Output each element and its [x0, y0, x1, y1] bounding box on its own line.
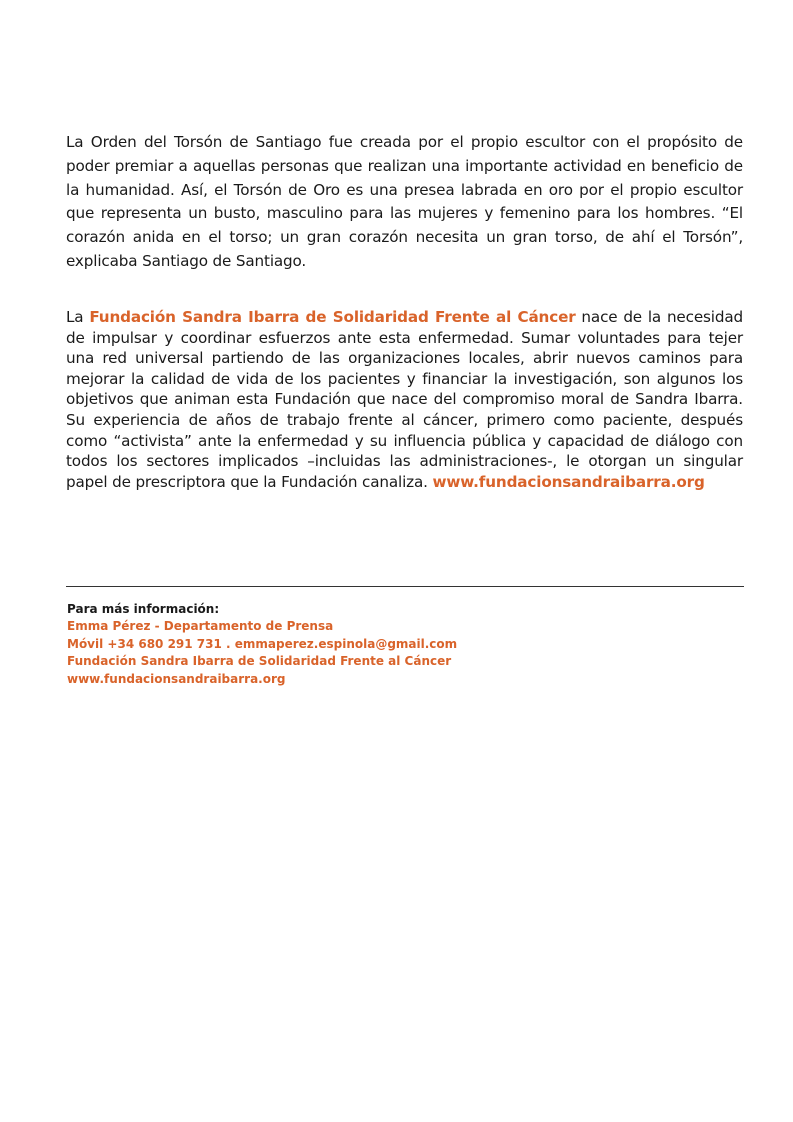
- contact-phone-email[interactable]: Móvil +34 680 291 731 . emmaperez.espinola@gmail.com: [67, 636, 458, 651]
- contact-website-link[interactable]: www.fundacionsandraibarra.org: [67, 671, 286, 686]
- paragraph-foundation-body: nace de la necesidad de impulsar y coordinar esfuerzos ante esta enfermedad. Sumar voluntades para tejer una red universal partiendo de las organizaciones locales, abrir nuevos caminos para mejorar la calidad de vida de los pacientes y financiar la investigación, son algunos los objetivos que animan esta Fundación que nace del compromiso moral de Sandra Ibarra. Su experiencia de años de trabajo frente al cáncer, primero como paciente, después como “activista” ante la enfermedad y su influencia pública y capacidad de diálogo con todos los sectores implicados –incluidas las administraciones-, le otorgan un singular papel de prescriptora que la Fundación canaliza.: [66, 308, 743, 491]
- foundation-name-highlight: Fundación Sandra Ibarra de Solidaridad Frente al Cáncer: [89, 308, 576, 326]
- section-divider: [66, 586, 744, 587]
- foundation-website-link[interactable]: www.fundacionsandraibarra.org: [432, 472, 705, 491]
- contact-foundation: Fundación Sandra Ibarra de Solidaridad Frente al Cáncer: [67, 654, 452, 669]
- contact-name: Emma Pérez - Departamento de Prensa: [67, 619, 334, 634]
- paragraph-foundation: [66, 307, 743, 492]
- press-contact-block: [67, 601, 567, 688]
- paragraph-foundation-lead: La: [66, 308, 90, 326]
- contact-heading: Para más información:: [67, 602, 220, 616]
- paragraph-torson-order: La Orden del Torsón de Santiago fue creada por el propio escultor con el propósito de poder premiar a aquellas personas que realizan una importante actividad en beneficio de la humanidad. Así, el Torsón de Oro es una presea labrada en oro por el propio escultor que representa un busto, masculino para las mujeres y femenino para los hombres. “El corazón anida en el torso; un gran corazón necesita un gran torso, de ahí el Torsón”, explicaba Santiago de Santiago.: [66, 133, 743, 270]
